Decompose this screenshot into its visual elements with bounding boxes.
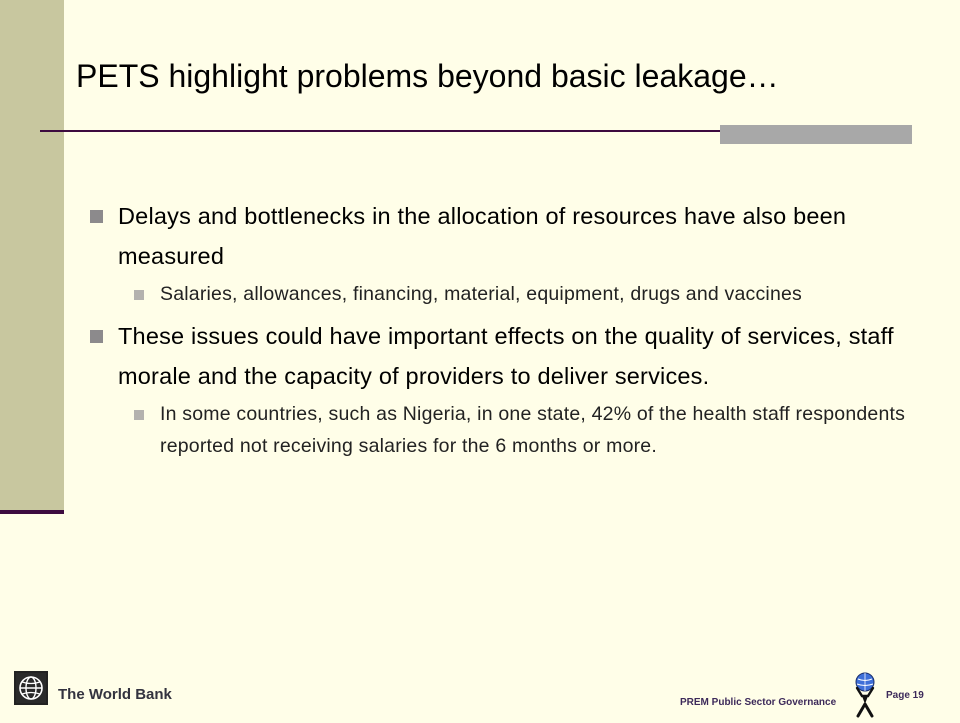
sub-bullet-nigeria	[134, 398, 930, 462]
square-bullet-icon	[134, 410, 144, 420]
page-number: Page 19	[886, 690, 924, 701]
square-bullet-icon	[134, 290, 144, 300]
sub-bullet-text: In some countries, such as Nigeria, in one state, 42% of the health staff respondents reported not receiving salaries for the 6 months or more.	[160, 403, 906, 457]
left-decorative-band	[0, 0, 64, 512]
globe-figure-icon	[848, 672, 882, 718]
square-bullet-icon	[90, 330, 103, 343]
title-accent-bar	[720, 125, 912, 144]
world-bank-globe-icon	[14, 671, 48, 705]
slide-body	[90, 196, 930, 462]
bullet-text: Delays and bottlenecks in the allocation of resources have also been measured	[118, 203, 847, 269]
left-band-rule	[0, 510, 64, 514]
bullet-text: These issues could have important effects on the quality of services, staff morale and the capacity of providers to deliver services.	[118, 323, 894, 389]
sub-bullet-resources	[134, 278, 930, 310]
organization-name: The World Bank	[58, 686, 172, 703]
bullet-delays	[90, 196, 930, 276]
bullet-effects	[90, 316, 930, 396]
slide-title: PETS highlight problems beyond basic leakage…	[76, 58, 779, 94]
sub-bullet-text: Salaries, allowances, financing, material, equipment, drugs and vaccines	[160, 283, 802, 305]
square-bullet-icon	[90, 210, 103, 223]
unit-name: PREM Public Sector Governance	[680, 697, 837, 708]
